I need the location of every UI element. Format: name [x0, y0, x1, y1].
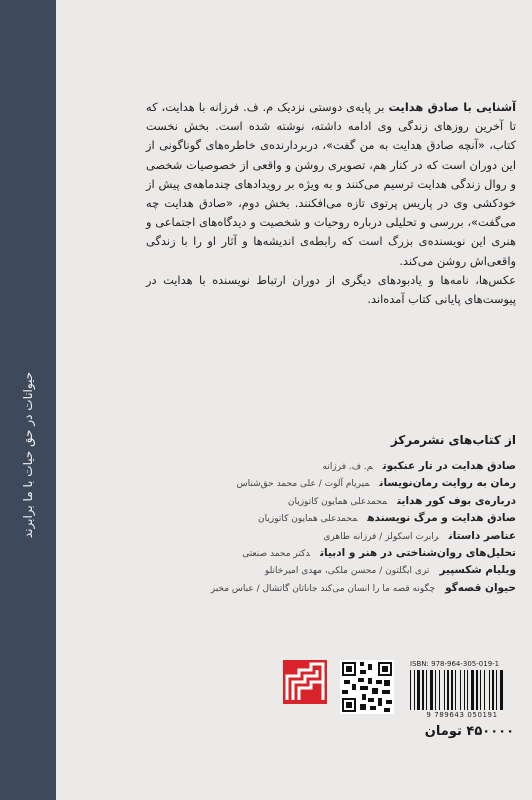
barcode-icon: [408, 670, 516, 710]
spine: [0, 0, 56, 800]
book-author: میریام آلوت / علی محمد حق‌شناس: [236, 479, 370, 490]
book-title: عناصر داستان: [448, 529, 516, 542]
book-item: [136, 475, 516, 492]
book-author: چگونه قصه ما را انسان می‌کند جاناتان گاتشال / عباس مخبر: [210, 583, 436, 594]
book-title: صادق هدایت و مرگ نویسنده: [367, 512, 516, 525]
book-author: محمدعلی همایون کاتوزیان: [258, 514, 358, 525]
book-item: [136, 528, 516, 545]
book-author: م. ف. فرزانه: [322, 462, 373, 472]
book-title: ویلیام شکسپیر: [439, 564, 516, 577]
book-author: تری ایگلتون / محسن ملکی، مهدی امیرخانلو: [264, 566, 430, 577]
book-author: محمدعلی همایون کاتوزیان: [287, 496, 388, 507]
catalog-title: از کتاب‌های نشرمرکز: [390, 433, 516, 447]
qr-code-icon: [340, 660, 394, 714]
barcode-digits: 9 789643 050191: [426, 711, 498, 719]
book-item: [136, 545, 516, 562]
book-item: [136, 510, 516, 527]
book-title: حیوان قصه‌گو: [445, 581, 516, 594]
blurb-lead-bold: آشنایی با صادق هدایت: [388, 100, 516, 114]
book-title: تحلیل‌های روان‌شناختی در هنر و ادبیات: [320, 546, 516, 559]
spine-text: حیوانات در حق حیات با ما برابرند: [21, 371, 35, 539]
book-title: درباره‌ی بوف کور هدایت: [397, 494, 516, 507]
book-author: رابرت اسکولز / فرزانه طاهری: [323, 531, 439, 542]
isbn-label: ISBN: 978-964-305-019-1: [410, 660, 500, 668]
blurb: [146, 98, 516, 309]
book-item: [136, 562, 516, 579]
book-item: [136, 458, 516, 475]
blurb-lead-rest: بر پایه‌ی دوستی نزدیک م. ف. فرزانه با هدایت، که تا آخرین روزهای زندگی وی ادامه داشته، نوشته شده است. بخش نخست کتاب، «آنچه صادق هدایت به من گفت»، دربردارنده‌ی خاطره‌های گوناگونی از این دوران است که در کنار هم، تصویری روشن و واقعی از خصوصیات شخصی و روال زندگی هدایت ترسیم می‌کنند و به ویژه بر رویدادهای چندماهه‌ی پیش از خودکشی وی در پاریس پرتوی تازه می‌افکنند. بخش دوم، «صادق هدایت چه می‌گفت»، بررسی و تحلیلی درباره روحیات و شخصیت و دیدگاه‌های اجتماعی و هنری این نویسنده‌ی بزرگ است که رابطه‌ی اندیشه‌ها و آثار او را با زندگی واقعی‌اش روشن می‌کند.: [146, 100, 516, 268]
price: ۴۵۰۰۰۰ تومان: [424, 724, 514, 739]
book-item: [136, 493, 516, 510]
blurb-paragraph-1: [146, 98, 516, 271]
publisher-logo-icon: [283, 660, 327, 704]
blurb-paragraph-2: عکس‌ها، نامه‌ها و یادبودهای دیگری از دوران ارتباط نویسنده با هدایت در پیوست‌های پایانی کتاب آمده‌اند.: [146, 272, 516, 307]
book-title: صادق هدایت در تار عنکبوت: [382, 460, 516, 472]
book-title: رمان به روایت رمان‌نویسان: [379, 477, 516, 490]
book-author: دکتر محمد صنعتی: [242, 548, 311, 559]
book-item: [136, 580, 516, 597]
book-list: [136, 458, 516, 597]
